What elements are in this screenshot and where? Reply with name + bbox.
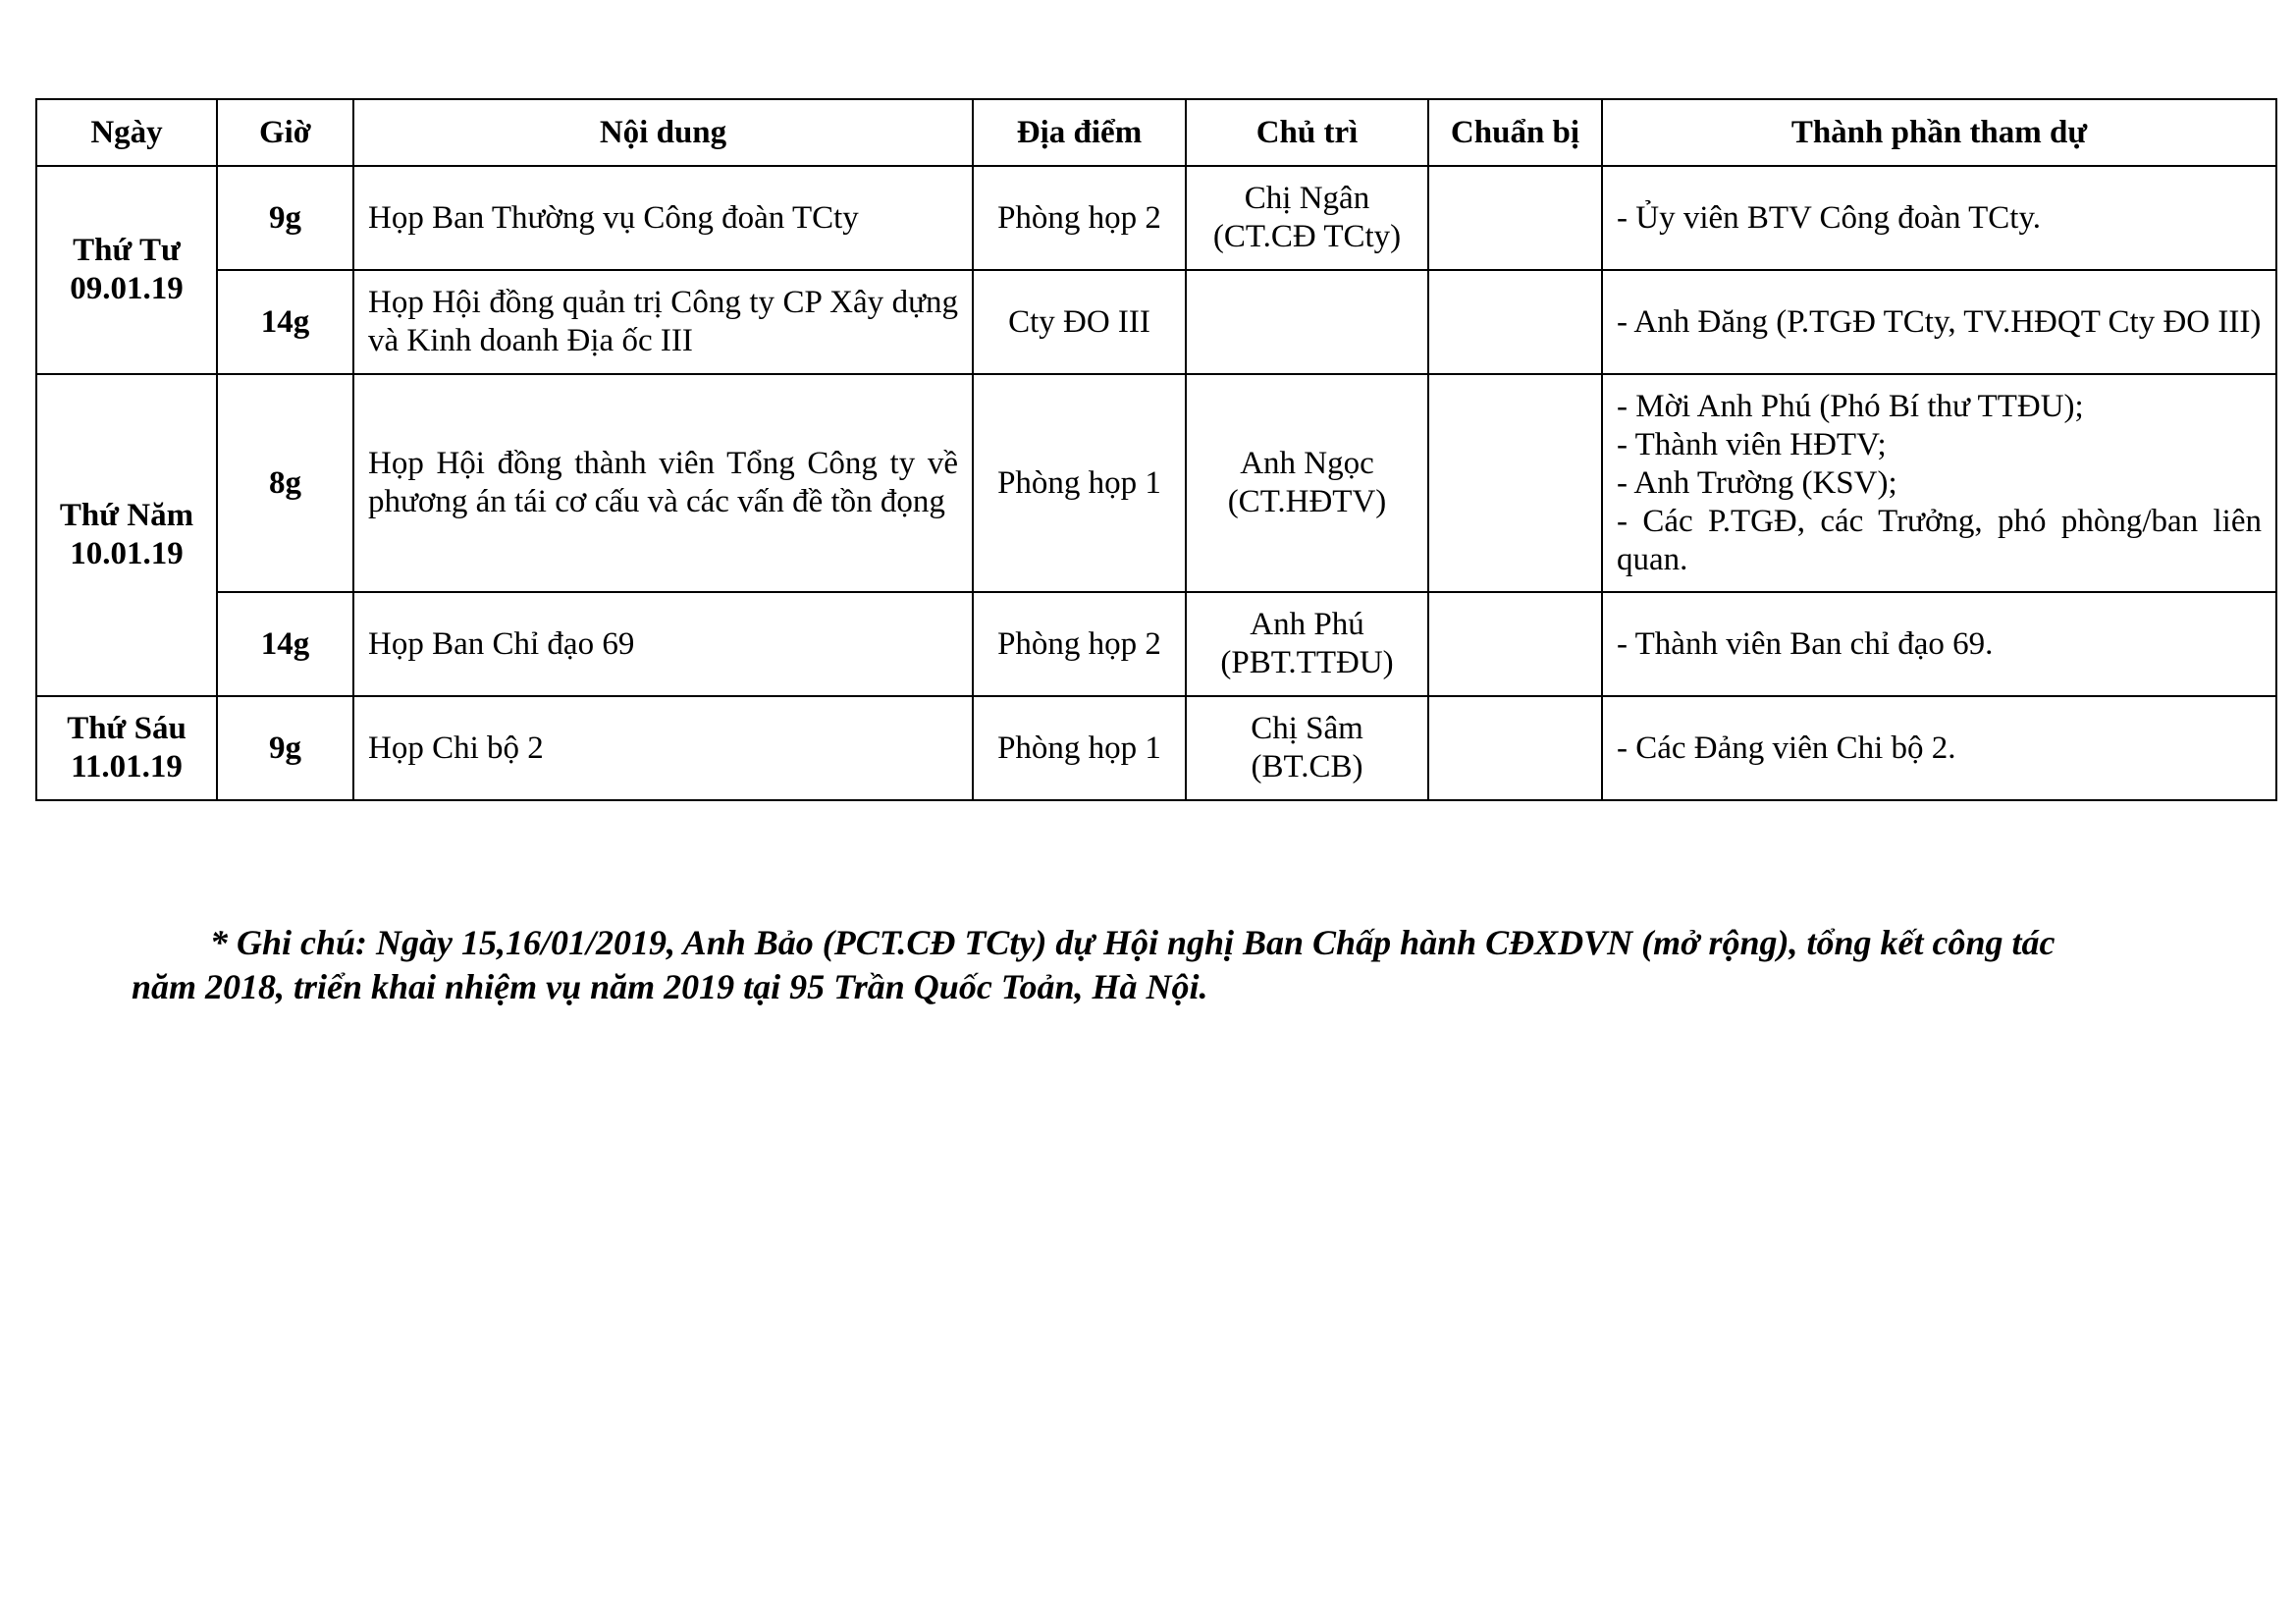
- weekday: Thứ Sáu: [67, 711, 187, 746]
- header-prepare: Chuẩn bị: [1428, 99, 1602, 166]
- time-cell: 14g: [217, 270, 353, 374]
- attendees-cell: - Anh Đăng (P.TGĐ TCty, TV.HĐQT Cty ĐO III): [1602, 270, 2276, 374]
- prepare-cell: [1428, 592, 1602, 696]
- location-cell: Cty ĐO III: [973, 270, 1186, 374]
- chair-cell: [1186, 696, 1428, 800]
- chair-cell: [1186, 166, 1428, 270]
- schedule-table: [35, 98, 2277, 801]
- chair-title: (CT.CĐ TCty): [1212, 219, 1402, 254]
- table-row: [36, 166, 2276, 270]
- time-cell: 8g: [217, 374, 353, 592]
- location-cell: Phòng họp 1: [973, 374, 1186, 592]
- weekday: Thứ Năm: [59, 498, 194, 533]
- header-chair: Chủ trì: [1186, 99, 1428, 166]
- header-date: Ngày: [36, 99, 217, 166]
- content-cell: Họp Chi bộ 2: [353, 696, 973, 800]
- chair-name: Chị Sâm: [1251, 711, 1363, 746]
- chair-cell: [1186, 374, 1428, 592]
- time-cell: 9g: [217, 696, 353, 800]
- table-row: [36, 696, 2276, 800]
- chair-title: (PBT.TTĐU): [1220, 645, 1394, 680]
- attendee-line: - Anh Trường (KSV);: [1617, 464, 1897, 501]
- header-location: Địa điểm: [973, 99, 1186, 166]
- date: 10.01.19: [70, 536, 184, 571]
- table-row: [36, 374, 2276, 592]
- day-cell: [36, 696, 217, 800]
- weekday: Thứ Tư: [73, 233, 181, 268]
- chair-cell: [1186, 592, 1428, 696]
- attendee-line: - Thành viên HĐTV;: [1617, 426, 1887, 462]
- header-content: Nội dung: [353, 99, 973, 166]
- prepare-cell: [1428, 374, 1602, 592]
- chair-name: Anh Phú: [1250, 607, 1364, 642]
- chair-title: (BT.CB): [1251, 749, 1363, 784]
- prepare-cell: [1428, 166, 1602, 270]
- location-cell: Phòng họp 1: [973, 696, 1186, 800]
- attendees-cell: - Thành viên Ban chỉ đạo 69.: [1602, 592, 2276, 696]
- header-attendees: Thành phần tham dự: [1602, 99, 2276, 166]
- date: 09.01.19: [70, 271, 184, 306]
- attendees-cell: [1602, 166, 2276, 270]
- table-row: [36, 592, 2276, 696]
- content-cell: Họp Hội đồng thành viên Tổng Công ty về phương án tái cơ cấu và các vấn đề tồn đọng: [353, 374, 973, 592]
- day-cell: [36, 166, 217, 374]
- chair-name: Anh Ngọc: [1240, 446, 1374, 481]
- prepare-cell: [1428, 696, 1602, 800]
- header-time: Giờ: [217, 99, 353, 166]
- prepare-cell: [1428, 270, 1602, 374]
- day-cell: [36, 374, 217, 696]
- chair-cell: [1186, 270, 1428, 374]
- attendees-cell: [1602, 374, 2276, 592]
- table-header-row: [36, 99, 2276, 166]
- attendee-line: - Mời Anh Phú (Phó Bí thư TTĐU);: [1617, 388, 2084, 424]
- date: 11.01.19: [71, 749, 183, 784]
- footnote: * Ghi chú: Ngày 15,16/01/2019, Anh Bảo (PCT.CĐ TCty) dự Hội nghị Ban Chấp hành CĐXDVN (mở rộng), tổng kết công tác năm 2018, triển khai nhiệm vụ năm 2019 tại 95 Trần Quốc Toản, Hà Nội.: [132, 923, 2056, 1006]
- content-cell: Họp Ban Chỉ đạo 69: [353, 592, 973, 696]
- attendee-line: - Ủy viên BTV Công đoàn TCty.: [1617, 199, 2042, 236]
- time-cell: 14g: [217, 592, 353, 696]
- table-row: [36, 270, 2276, 374]
- content-cell: Họp Hội đồng quản trị Công ty CP Xây dựng và Kinh doanh Địa ốc III: [353, 270, 973, 374]
- attendees-cell: - Các Đảng viên Chi bộ 2.: [1602, 696, 2276, 800]
- location-cell: Phòng họp 2: [973, 166, 1186, 270]
- location-cell: Phòng họp 2: [973, 592, 1186, 696]
- attendee-line: - Các P.TGĐ, các Trưởng, phó phòng/ban liên quan.: [1617, 503, 2262, 577]
- chair-name: Chị Ngân: [1244, 181, 1370, 216]
- chair-title: (CT.HĐTV): [1227, 484, 1387, 519]
- time-cell: 9g: [217, 166, 353, 270]
- content-cell: Họp Ban Thường vụ Công đoàn TCty: [353, 166, 973, 270]
